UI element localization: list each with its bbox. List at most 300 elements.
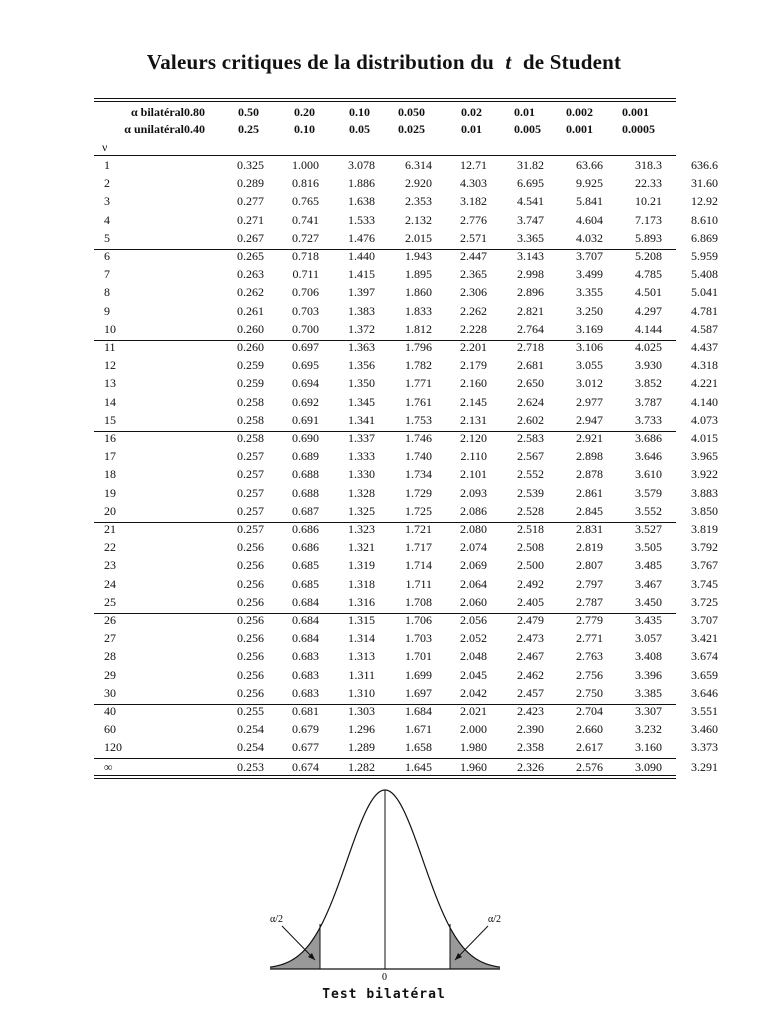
value-cell: 1.330 — [348, 467, 375, 482]
value-cell: 4.604 — [576, 212, 603, 227]
df-cell: 7 — [104, 267, 110, 282]
value-cell: 3.707 — [576, 249, 603, 263]
header-unilateral-2: 0.10 — [294, 122, 315, 136]
header-bilateral-6: 0.01 — [514, 105, 535, 119]
value-cell: 3.169 — [576, 321, 603, 336]
value-cell: 3.373 — [691, 740, 718, 755]
value-cell: 0.253 — [237, 759, 264, 774]
value-cell: 4.437 — [691, 340, 718, 354]
value-cell: 1.782 — [405, 358, 432, 373]
value-cell: 2.060 — [460, 594, 487, 609]
value-cell: 3.819 — [691, 522, 718, 536]
value-cell: 0.703 — [292, 303, 319, 318]
value-cell: 1.711 — [405, 576, 432, 591]
value-cell: 3.499 — [576, 267, 603, 282]
value-cell: 0.258 — [237, 394, 264, 409]
value-cell: 2.015 — [405, 230, 432, 245]
value-cell: 2.650 — [517, 376, 544, 391]
value-cell: 3.485 — [635, 558, 662, 573]
value-cell: 1.333 — [348, 449, 375, 464]
value-cell: 2.086 — [460, 503, 487, 518]
df-cell: 24 — [104, 576, 116, 591]
value-cell: 3.160 — [635, 740, 662, 755]
df-cell: 23 — [104, 558, 116, 573]
table-row — [94, 503, 718, 522]
value-cell: 0.727 — [292, 230, 319, 245]
value-cell: 2.576 — [576, 759, 603, 774]
value-cell: 0.688 — [292, 485, 319, 500]
header-unilateral-8: 0.0005 — [622, 122, 655, 136]
value-cell: 3.674 — [691, 649, 718, 664]
value-cell: 3.930 — [635, 358, 662, 373]
header-rule — [94, 155, 676, 156]
value-cell: 0.260 — [237, 340, 264, 354]
value-cell: 0.684 — [292, 613, 319, 627]
value-cell: 2.000 — [460, 722, 487, 737]
value-cell: 3.435 — [635, 613, 662, 627]
value-cell: 3.686 — [635, 431, 662, 445]
value-cell: 1.337 — [348, 431, 375, 445]
header-bilateral-1: 0.50 — [238, 105, 259, 119]
value-cell: 1.658 — [405, 740, 432, 755]
table-row — [94, 576, 718, 595]
value-cell: 1.533 — [348, 212, 375, 227]
value-cell: 0.260 — [237, 321, 264, 336]
value-cell: 2.056 — [460, 613, 487, 627]
df-cell: 3 — [104, 194, 110, 209]
value-cell: 1.771 — [405, 376, 432, 391]
value-cell: 2.132 — [405, 212, 432, 227]
header-bilateral-0: 0.80 — [184, 105, 205, 119]
alpha-bilateral-label: α bilatéral — [130, 105, 184, 119]
value-cell: 3.551 — [691, 704, 718, 718]
value-cell: 2.101 — [460, 467, 487, 482]
value-cell: 1.740 — [405, 449, 432, 464]
value-cell: 0.256 — [237, 685, 264, 700]
value-cell: 3.725 — [691, 594, 718, 609]
df-cell: 27 — [104, 631, 116, 646]
table-row — [94, 376, 718, 394]
value-cell: 2.660 — [576, 722, 603, 737]
value-cell: 0.271 — [237, 212, 264, 227]
value-cell: 4.781 — [691, 303, 718, 318]
value-cell: 2.807 — [576, 558, 603, 573]
value-cell: 3.527 — [635, 522, 662, 536]
value-cell: 4.587 — [691, 321, 718, 336]
value-cell: 6.314 — [405, 158, 432, 172]
value-cell: 4.501 — [635, 285, 662, 300]
value-cell: 2.080 — [460, 522, 487, 536]
value-cell: 2.358 — [517, 740, 544, 755]
value-cell: 3.090 — [635, 759, 662, 774]
value-cell: 3.408 — [635, 649, 662, 664]
value-cell: 0.711 — [292, 267, 319, 282]
value-cell: 0.691 — [292, 412, 319, 427]
value-cell: 3.792 — [691, 540, 718, 555]
value-cell: 2.467 — [517, 649, 544, 664]
value-cell: 1.313 — [348, 649, 375, 664]
value-cell: 1.753 — [405, 412, 432, 427]
value-cell: 2.093 — [460, 485, 487, 500]
header-bilateral-3: 0.10 — [349, 105, 370, 119]
value-cell: 6.695 — [517, 176, 544, 191]
value-cell: 1.341 — [348, 412, 375, 427]
df-cell: 13 — [104, 376, 116, 391]
df-cell: 12 — [104, 358, 116, 373]
value-cell: 2.508 — [517, 540, 544, 555]
value-cell: 2.921 — [576, 431, 603, 445]
value-cell: 0.692 — [292, 394, 319, 409]
value-cell: 0.256 — [237, 649, 264, 664]
value-cell: 10.21 — [635, 194, 662, 209]
value-cell: 3.182 — [460, 194, 487, 209]
value-cell: 4.073 — [691, 412, 718, 427]
header-unilateral-4: 0.025 — [398, 122, 425, 136]
value-cell: 5.041 — [691, 285, 718, 300]
value-cell: 2.042 — [460, 685, 487, 700]
table-row — [94, 212, 718, 231]
value-cell: 2.262 — [460, 303, 487, 318]
df-cell: 22 — [104, 540, 116, 555]
value-cell: 1.833 — [405, 303, 432, 318]
value-cell: 5.959 — [691, 249, 718, 263]
value-cell: 0.262 — [237, 285, 264, 300]
df-cell: 11 — [104, 340, 116, 354]
value-cell: 0.257 — [237, 467, 264, 482]
value-cell: 3.505 — [635, 540, 662, 555]
header-bilateral-4: 0.050 — [398, 105, 425, 119]
value-cell: 3.552 — [635, 503, 662, 518]
value-cell: 5.841 — [576, 194, 603, 209]
value-cell: 0.683 — [292, 649, 319, 664]
header-bilateral-5: 0.02 — [461, 105, 482, 119]
value-cell: 1.314 — [348, 631, 375, 646]
table-row — [94, 412, 718, 431]
df-cell: 19 — [104, 485, 116, 500]
value-cell: 2.120 — [460, 431, 487, 445]
value-cell: 1.321 — [348, 540, 375, 555]
header-bilateral-8: 0.001 — [622, 105, 649, 119]
value-cell: 3.365 — [517, 230, 544, 245]
value-cell: 0.257 — [237, 522, 264, 536]
value-cell: 3.922 — [691, 467, 718, 482]
value-cell: 2.771 — [576, 631, 603, 646]
value-cell: 0.681 — [292, 704, 319, 718]
value-cell: 1.697 — [405, 685, 432, 700]
value-cell: 3.852 — [635, 376, 662, 391]
table-row — [94, 540, 718, 558]
table-row — [94, 485, 718, 504]
value-cell: 2.405 — [517, 594, 544, 609]
value-cell: 2.779 — [576, 613, 603, 627]
table-row — [94, 594, 718, 613]
value-cell: 1.761 — [405, 394, 432, 409]
value-cell: 1.345 — [348, 394, 375, 409]
table-row — [94, 613, 718, 631]
value-cell: 0.254 — [237, 740, 264, 755]
df-cell: 10 — [104, 321, 116, 336]
value-cell: 8.610 — [691, 212, 718, 227]
value-cell: 0.256 — [237, 631, 264, 646]
value-cell: 2.131 — [460, 412, 487, 427]
value-cell: 1.886 — [348, 176, 375, 191]
value-cell: 0.695 — [292, 358, 319, 373]
value-cell: 1.714 — [405, 558, 432, 573]
value-cell: 2.390 — [517, 722, 544, 737]
value-cell: 1.980 — [460, 740, 487, 755]
value-cell: 4.140 — [691, 394, 718, 409]
value-cell: 1.415 — [348, 267, 375, 282]
df-cell: 14 — [104, 394, 116, 409]
value-cell: 1.328 — [348, 485, 375, 500]
table-row — [94, 285, 718, 303]
value-cell: 1.363 — [348, 340, 375, 354]
table-row — [94, 158, 718, 176]
value-cell: 0.256 — [237, 667, 264, 682]
value-cell: 1.319 — [348, 558, 375, 573]
value-cell: 1.860 — [405, 285, 432, 300]
value-cell: 1.325 — [348, 503, 375, 518]
table-row — [94, 740, 718, 758]
value-cell: 2.571 — [460, 230, 487, 245]
df-cell: 6 — [104, 249, 110, 263]
value-cell: 2.704 — [576, 704, 603, 718]
df-cell: 21 — [104, 522, 116, 536]
df-cell: 60 — [104, 722, 116, 737]
value-cell: 1.746 — [405, 431, 432, 445]
value-cell: 1.316 — [348, 594, 375, 609]
alpha-unilateral-label: α unilatéral — [124, 122, 184, 136]
value-cell: 2.539 — [517, 485, 544, 500]
value-cell: 3.579 — [635, 485, 662, 500]
value-cell: 0.261 — [237, 303, 264, 318]
value-cell: 0.686 — [292, 522, 319, 536]
value-cell: 2.064 — [460, 576, 487, 591]
df-cell: 40 — [104, 704, 116, 718]
value-cell: 1.372 — [348, 321, 375, 336]
value-cell: 4.303 — [460, 176, 487, 191]
value-cell: 1.318 — [348, 576, 375, 591]
value-cell: 2.462 — [517, 667, 544, 682]
value-cell: 2.898 — [576, 449, 603, 464]
value-cell: 3.850 — [691, 503, 718, 518]
value-cell: 2.479 — [517, 613, 544, 627]
value-cell: 3.745 — [691, 576, 718, 591]
value-cell: 1.812 — [405, 321, 432, 336]
value-cell: 2.750 — [576, 685, 603, 700]
value-cell: 31.82 — [517, 158, 544, 172]
value-cell: 2.920 — [405, 176, 432, 191]
value-cell: 0.685 — [292, 576, 319, 591]
value-cell: 3.610 — [635, 467, 662, 482]
value-cell: 0.686 — [292, 540, 319, 555]
table-row — [94, 467, 718, 485]
value-cell: 2.201 — [460, 340, 487, 354]
df-cell: 18 — [104, 467, 116, 482]
table-row — [94, 558, 718, 576]
table-row — [94, 685, 718, 704]
table-top-rule — [94, 98, 676, 99]
df-cell: ∞ — [104, 759, 113, 774]
value-cell: 2.528 — [517, 503, 544, 518]
df-cell: 30 — [104, 685, 116, 700]
value-cell: 0.254 — [237, 722, 264, 737]
value-cell: 2.179 — [460, 358, 487, 373]
left-alpha-label: α/2 — [270, 914, 284, 925]
value-cell: 3.747 — [517, 212, 544, 227]
value-cell: 2.756 — [576, 667, 603, 682]
value-cell: 3.467 — [635, 576, 662, 591]
value-cell: 0.267 — [237, 230, 264, 245]
value-cell: 3.143 — [517, 249, 544, 263]
df-cell: 5 — [104, 230, 110, 245]
value-cell: 1.296 — [348, 722, 375, 737]
value-cell: 0.816 — [292, 176, 319, 191]
value-cell: 2.160 — [460, 376, 487, 391]
table-row — [94, 631, 718, 649]
value-cell: 3.659 — [691, 667, 718, 682]
value-cell: 12.71 — [460, 158, 487, 172]
value-cell: 0.256 — [237, 576, 264, 591]
table-row — [94, 649, 718, 667]
value-cell: 1.315 — [348, 613, 375, 627]
value-cell: 2.145 — [460, 394, 487, 409]
value-cell: 2.831 — [576, 522, 603, 536]
value-cell: 1.476 — [348, 230, 375, 245]
value-cell: 0.697 — [292, 340, 319, 354]
df-cell: 16 — [104, 431, 116, 445]
figure-caption: Test bilatéral — [322, 987, 446, 1002]
value-cell: 2.878 — [576, 467, 603, 482]
value-cell: 4.297 — [635, 303, 662, 318]
value-cell: 3.355 — [576, 285, 603, 300]
value-cell: 1.671 — [405, 722, 432, 737]
header-unilateral-0: 0.40 — [184, 122, 205, 136]
value-cell: 3.733 — [635, 412, 662, 427]
value-cell: 31.60 — [691, 176, 718, 191]
value-cell: 2.110 — [460, 449, 487, 464]
value-cell: 2.977 — [576, 394, 603, 409]
value-cell: 3.965 — [691, 449, 718, 464]
value-cell: 1.796 — [405, 340, 432, 354]
value-cell: 2.052 — [460, 631, 487, 646]
value-cell: 3.787 — [635, 394, 662, 409]
value-cell: 0.687 — [292, 503, 319, 518]
value-cell: 0.256 — [237, 613, 264, 627]
value-cell: 1.729 — [405, 485, 432, 500]
df-cell: 25 — [104, 594, 116, 609]
value-cell: 0.257 — [237, 449, 264, 464]
df-cell: 28 — [104, 649, 116, 664]
value-cell: 3.385 — [635, 685, 662, 700]
value-cell: 1.703 — [405, 631, 432, 646]
value-cell: 3.396 — [635, 667, 662, 682]
value-cell: 5.208 — [635, 249, 662, 263]
table-top-rule-2 — [94, 101, 676, 102]
value-cell: 1.356 — [348, 358, 375, 373]
value-cell: 2.457 — [517, 685, 544, 700]
value-cell: 3.012 — [576, 376, 603, 391]
value-cell: 7.173 — [635, 212, 662, 227]
value-cell: 1.734 — [405, 467, 432, 482]
value-cell: 2.861 — [576, 485, 603, 500]
value-cell: 4.785 — [635, 267, 662, 282]
value-cell: 636.6 — [691, 158, 718, 172]
value-cell: 63.66 — [576, 158, 603, 172]
value-cell: 2.763 — [576, 649, 603, 664]
table-row — [94, 194, 718, 212]
value-cell: 3.460 — [691, 722, 718, 737]
value-cell: 1.289 — [348, 740, 375, 755]
value-cell: 2.021 — [460, 704, 487, 718]
student-t-curve-figure — [260, 782, 510, 982]
value-cell: 3.078 — [348, 158, 375, 172]
value-cell: 1.440 — [348, 249, 375, 263]
value-cell: 0.688 — [292, 467, 319, 482]
table-row — [94, 249, 718, 267]
value-cell: 1.717 — [405, 540, 432, 555]
value-cell: 1.708 — [405, 594, 432, 609]
value-cell: 1.350 — [348, 376, 375, 391]
value-cell: 3.055 — [576, 358, 603, 373]
df-cell: 1 — [104, 158, 110, 172]
value-cell: 0.325 — [237, 158, 264, 172]
value-cell: 1.310 — [348, 685, 375, 700]
value-cell: 1.721 — [405, 522, 432, 536]
value-cell: 5.408 — [691, 267, 718, 282]
header-unilateral-3: 0.05 — [349, 122, 370, 136]
value-cell: 9.925 — [576, 176, 603, 191]
value-cell: 2.845 — [576, 503, 603, 518]
value-cell: 4.318 — [691, 358, 718, 373]
value-cell: 3.707 — [691, 613, 718, 627]
table-row — [94, 431, 718, 449]
value-cell: 0.263 — [237, 267, 264, 282]
value-cell: 1.323 — [348, 522, 375, 536]
value-cell: 4.144 — [635, 321, 662, 336]
value-cell: 5.893 — [635, 230, 662, 245]
value-cell: 4.025 — [635, 340, 662, 354]
value-cell: 1.943 — [405, 249, 432, 263]
value-cell: 2.365 — [460, 267, 487, 282]
table-row — [94, 176, 718, 194]
df-cell: 9 — [104, 303, 110, 318]
value-cell: 1.895 — [405, 267, 432, 282]
value-cell: 12.92 — [691, 194, 718, 209]
value-cell: 3.057 — [635, 631, 662, 646]
value-cell: 0.741 — [292, 212, 319, 227]
table-row — [94, 394, 718, 413]
value-cell: 1.706 — [405, 613, 432, 627]
value-cell: 2.787 — [576, 594, 603, 609]
value-cell: 3.450 — [635, 594, 662, 609]
value-cell: 318.3 — [635, 158, 662, 172]
value-cell: 0.679 — [292, 722, 319, 737]
df-cell: 120 — [104, 740, 122, 755]
nu-label: ν — [102, 140, 108, 154]
value-cell: 3.421 — [691, 631, 718, 646]
value-cell: 0.257 — [237, 503, 264, 518]
df-cell: 8 — [104, 285, 110, 300]
value-cell: 2.896 — [517, 285, 544, 300]
value-cell: 1.397 — [348, 285, 375, 300]
value-cell: 3.646 — [635, 449, 662, 464]
value-cell: 3.646 — [691, 685, 718, 700]
value-cell: 1.960 — [460, 759, 487, 774]
value-cell: 4.541 — [517, 194, 544, 209]
value-cell: 2.819 — [576, 540, 603, 555]
value-cell: 3.106 — [576, 340, 603, 354]
